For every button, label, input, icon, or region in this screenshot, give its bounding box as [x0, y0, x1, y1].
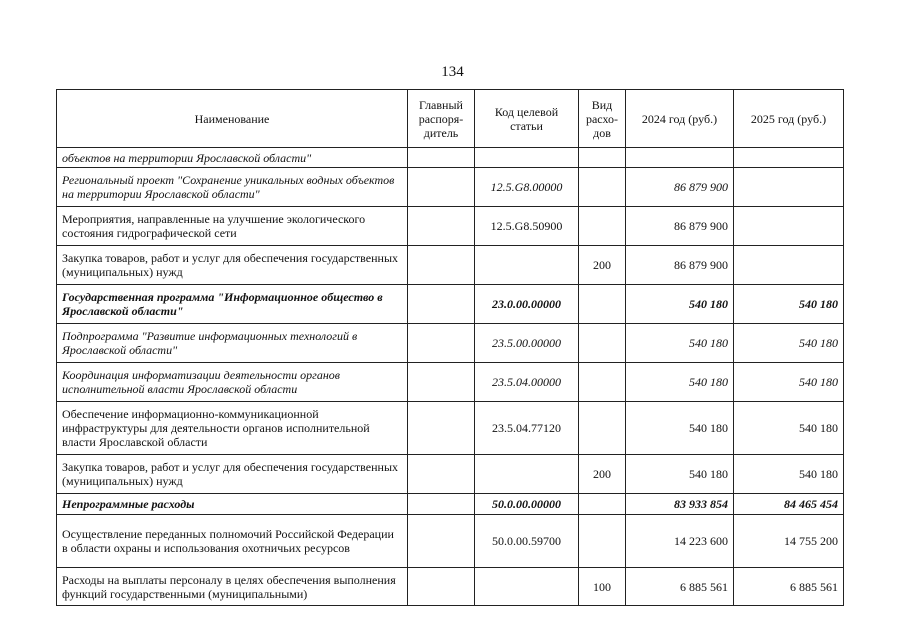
cell-2024: 540 180	[626, 402, 734, 455]
cell-2024: 86 879 900	[626, 207, 734, 246]
cell-manager	[408, 455, 475, 494]
cell-kind	[579, 363, 626, 402]
cell-name: Координация информатизации деятельности органов исполнительной власти Ярославской области	[57, 363, 408, 402]
cell-name: Закупка товаров, работ и услуг для обеспечения государственных (муниципальных) нужд	[57, 246, 408, 285]
table-body	[57, 148, 844, 606]
table-row	[57, 363, 844, 402]
cell-manager	[408, 246, 475, 285]
table-row	[57, 494, 844, 515]
cell-kind	[579, 324, 626, 363]
cell-code	[475, 568, 579, 606]
table-row	[57, 324, 844, 363]
table-row	[57, 148, 844, 168]
cell-manager	[408, 494, 475, 515]
table-row	[57, 515, 844, 568]
cell-code: 23.5.04.00000	[475, 363, 579, 402]
cell-kind: 200	[579, 246, 626, 285]
cell-name: Мероприятия, направленные на улучшение экологического состояния гидрографической сети	[57, 207, 408, 246]
cell-code: 12.5.G8.00000	[475, 168, 579, 207]
cell-code: 23.5.00.00000	[475, 324, 579, 363]
cell-2025	[734, 168, 844, 207]
cell-2025: 6 885 561	[734, 568, 844, 606]
cell-2024: 6 885 561	[626, 568, 734, 606]
header-manager: Главный распоря-дитель	[408, 90, 475, 148]
table-row	[57, 455, 844, 494]
cell-2025: 14 755 200	[734, 515, 844, 568]
cell-2025: 84 465 454	[734, 494, 844, 515]
cell-2025	[734, 246, 844, 285]
cell-kind	[579, 515, 626, 568]
cell-name: Непрограммные расходы	[57, 494, 408, 515]
cell-2024: 540 180	[626, 455, 734, 494]
cell-manager	[408, 402, 475, 455]
cell-2025: 540 180	[734, 285, 844, 324]
cell-2024: 86 879 900	[626, 246, 734, 285]
cell-2024: 540 180	[626, 285, 734, 324]
cell-code	[475, 455, 579, 494]
header-2025: 2025 год (руб.)	[734, 90, 844, 148]
cell-kind	[579, 494, 626, 515]
cell-manager	[408, 363, 475, 402]
cell-2024: 540 180	[626, 363, 734, 402]
cell-kind	[579, 168, 626, 207]
cell-kind	[579, 402, 626, 455]
cell-name: Государственная программа "Информационное общество в Ярославской области"	[57, 285, 408, 324]
cell-code: 12.5.G8.50900	[475, 207, 579, 246]
table-row	[57, 168, 844, 207]
cell-2025: 540 180	[734, 455, 844, 494]
table-row	[57, 285, 844, 324]
header-2024: 2024 год (руб.)	[626, 90, 734, 148]
header-code: Код целевой статьи	[475, 90, 579, 148]
cell-manager	[408, 515, 475, 568]
cell-2025: 540 180	[734, 324, 844, 363]
cell-code: 23.0.00.00000	[475, 285, 579, 324]
cell-kind	[579, 148, 626, 168]
cell-manager	[408, 285, 475, 324]
cell-code	[475, 246, 579, 285]
table-row	[57, 207, 844, 246]
cell-name: Региональный проект "Сохранение уникальных водных объектов на территории Ярославской области"	[57, 168, 408, 207]
cell-kind: 200	[579, 455, 626, 494]
header-kind: Вид расхо-дов	[579, 90, 626, 148]
cell-code: 50.0.00.00000	[475, 494, 579, 515]
cell-2024: 540 180	[626, 324, 734, 363]
header-name: Наименование	[57, 90, 408, 148]
budget-table	[56, 89, 844, 606]
table-row	[57, 246, 844, 285]
table-row	[57, 402, 844, 455]
cell-2025	[734, 148, 844, 168]
cell-name: Подпрограмма "Развитие информационных технологий в Ярославской области"	[57, 324, 408, 363]
cell-2024	[626, 148, 734, 168]
cell-code: 23.5.04.77120	[475, 402, 579, 455]
cell-name: Закупка товаров, работ и услуг для обеспечения государственных (муниципальных) нужд	[57, 455, 408, 494]
cell-manager	[408, 207, 475, 246]
page-number: 134	[441, 64, 464, 80]
table-row	[57, 568, 844, 606]
cell-kind: 100	[579, 568, 626, 606]
cell-2025	[734, 207, 844, 246]
cell-code: 50.0.00.59700	[475, 515, 579, 568]
cell-2024: 14 223 600	[626, 515, 734, 568]
cell-code	[475, 148, 579, 168]
cell-kind	[579, 207, 626, 246]
cell-name: Осуществление переданных полномочий Российской Федерации в области охраны и использования охотничьих ресурсов	[57, 515, 408, 568]
cell-name: Расходы на выплаты персоналу в целях обеспечения выполнения функций государственными (муниципальными)	[57, 568, 408, 606]
cell-2025: 540 180	[734, 363, 844, 402]
table-header-row	[57, 90, 844, 148]
cell-2024: 83 933 854	[626, 494, 734, 515]
cell-manager	[408, 148, 475, 168]
cell-name: объектов на территории Ярославской области"	[57, 148, 408, 168]
cell-2024: 86 879 900	[626, 168, 734, 207]
cell-manager	[408, 568, 475, 606]
cell-name: Обеспечение информационно-коммуникационной инфраструктуры для деятельности органов исполнительной власти Ярославской области	[57, 402, 408, 455]
cell-kind	[579, 285, 626, 324]
cell-2025: 540 180	[734, 402, 844, 455]
cell-manager	[408, 168, 475, 207]
cell-manager	[408, 324, 475, 363]
